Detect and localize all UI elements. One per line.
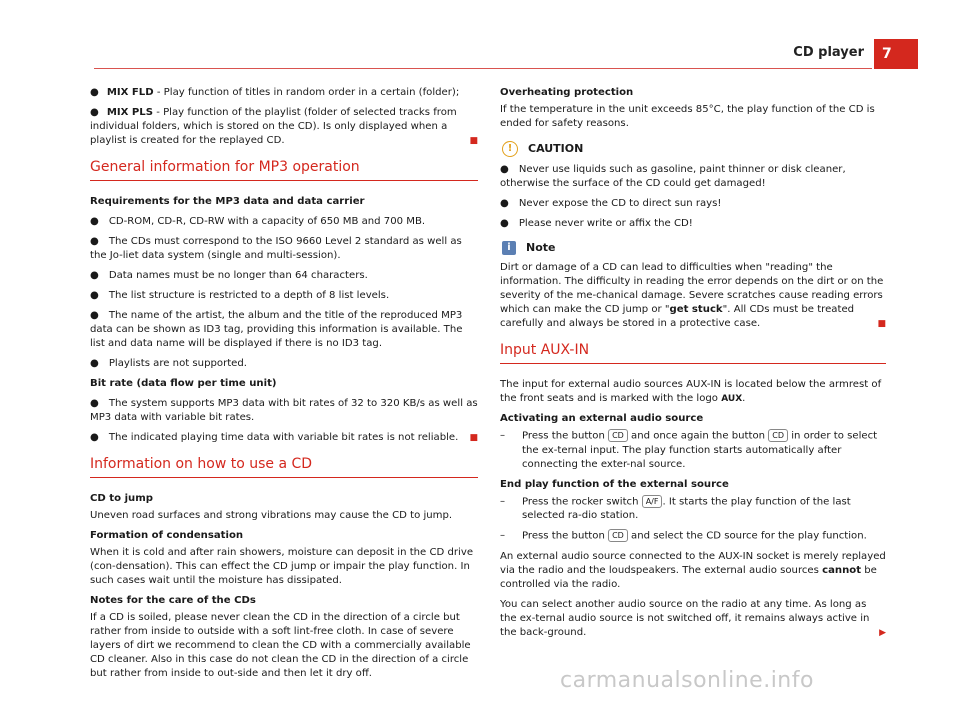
subheading: Bit rate (data flow per time unit) xyxy=(90,378,277,389)
subheading: Formation of condensation xyxy=(90,530,244,541)
paragraph: Dirt or damage of a CD can lead to difficulties when "reading" the information. The difficulty in reading the error depends on the dirt or on the severity of the me-chanical damage. Severe scratches cause reading errors which can make the CD jump or "get stuck". All CDs must be treated carefully and always be stored in a protective case. ■ xyxy=(500,262,886,329)
section-title-aux: Input AUX-IN xyxy=(500,343,886,364)
note-icon: i xyxy=(502,241,516,255)
list-item: ● The list structure is restricted to a depth of 8 list levels. xyxy=(90,290,390,301)
subheading: Requirements for the MP3 data and data carrier xyxy=(90,196,365,207)
section-end-mark: ■ xyxy=(469,433,478,443)
list-item: ● Data names must be no longer than 64 characters. xyxy=(90,270,368,281)
subheading: Overheating protection xyxy=(500,87,634,98)
list-item: ● The name of the artist, the album and the title of the reproduced MP3 data can be shown as ID3 tag, providing this information is available. The list and data name will be displayed if there is no ID3 tag. xyxy=(90,310,463,349)
left-column xyxy=(90,86,478,687)
af-key-icon: A/F xyxy=(642,495,663,508)
step-item: – Press the rocker switch A/F . It starts the play function of the last selected ra-dio station. xyxy=(500,495,851,521)
step-item: – Press the button CD and once again the button CD in order to select the ex-ternal input. The play function starts automatically after connecting the exter-nal source. xyxy=(500,430,878,470)
section-title-mp3: General information for MP3 operation xyxy=(90,160,478,181)
step-item: – Press the button CD and select the CD source for the play function. xyxy=(500,530,867,542)
cd-key-icon: CD xyxy=(608,429,628,442)
list-item: ● Playlists are not supported. xyxy=(90,358,248,369)
aux-logo: AUX xyxy=(721,394,743,404)
cd-key-icon: CD xyxy=(768,429,788,442)
paragraph: Uneven road surfaces and strong vibrations may cause the CD to jump. xyxy=(90,510,453,521)
page-number: 7 xyxy=(874,39,918,69)
header-rule xyxy=(94,68,872,69)
section-title-cd-use: Information on how to use a CD xyxy=(90,457,478,478)
section-end-mark: ■ xyxy=(877,319,886,329)
section-end-mark: ■ xyxy=(469,136,478,146)
paragraph: When it is cold and after rain showers, moisture can deposit in the CD drive (con-densation). This can effect the CD jump or impair the play function. In such cases wait until the moisture has dissipated. xyxy=(90,547,474,586)
list-item: ● Never expose the CD to direct sun rays! xyxy=(500,198,722,209)
paragraph: An external audio source connected to the AUX-IN socket is merely replayed via the radio and the loudspeakers. The external audio sources cannot be controlled via the radio. xyxy=(500,550,886,590)
list-item: ● Please never write or affix the CD! xyxy=(500,218,693,229)
caution-icon: ! xyxy=(502,141,518,157)
note-box-header: i Note xyxy=(500,241,886,255)
subheading: Notes for the care of the CDs xyxy=(90,595,256,606)
cd-key-icon: CD xyxy=(608,529,628,542)
paragraph: You can select another audio source on the radio at any time. As long as the ex-ternal audio source is not switched off, it remains always active in the back-ground. ▶ xyxy=(500,598,886,638)
list-item: ● The indicated playing time data with variable bit rates is not reliable. ■ xyxy=(90,432,478,443)
subheading: End play function of the external source xyxy=(500,478,729,490)
paragraph: If a CD is soiled, please never clean the CD in the direction of a circle but rather from inside to outside with a soft lint-free cloth. In case of severe layers of dirt we recommend to clean the CD with a commercially available CD cleaner. Also in this case do not clean the CD in the direction of a circle but rather from inside to out-side and then let it dry off. xyxy=(90,612,471,679)
watermark: carmanualsonline.info xyxy=(560,668,814,693)
list-item: ● The CDs must correspond to the ISO 9660 Level 2 standard as well as the Jo-liet data system (single and multi-session). xyxy=(90,236,462,261)
page-header-title: CD player xyxy=(793,45,864,60)
list-item: ● The system supports MP3 data with bit rates of 32 to 320 KB/s as well as MP3 data with variable bit rates. xyxy=(90,398,478,423)
caution-box-header: ! CAUTION xyxy=(500,141,886,157)
continue-arrow-icon: ▶ xyxy=(879,627,886,638)
list-item: ● MIX FLD - Play function of titles in random order in a certain (folder); xyxy=(90,87,460,98)
paragraph: If the temperature in the unit exceeds 85°C, the play function of the CD is ended for safety reasons. xyxy=(500,104,875,129)
list-item: ● CD-ROM, CD-R, CD-RW with a capacity of 650 MB and 700 MB. xyxy=(90,216,426,227)
list-item: ● MIX PLS - Play function of the playlist (folder of selected tracks from individual folders, which is stored on the CD). Is only displayed when a playlist is created for the replayed CD. ■ xyxy=(90,107,478,146)
subheading: CD to jump xyxy=(90,493,153,504)
subheading: Activating an external audio source xyxy=(500,413,704,424)
right-column xyxy=(500,86,886,646)
paragraph: The input for external audio sources AUX-IN is located below the armrest of the front seats and is marked with the logo AUX. xyxy=(500,379,882,404)
list-item: ● Never use liquids such as gasoline, paint thinner or disk cleaner, otherwise the surface of the CD could get damaged! xyxy=(500,164,846,189)
